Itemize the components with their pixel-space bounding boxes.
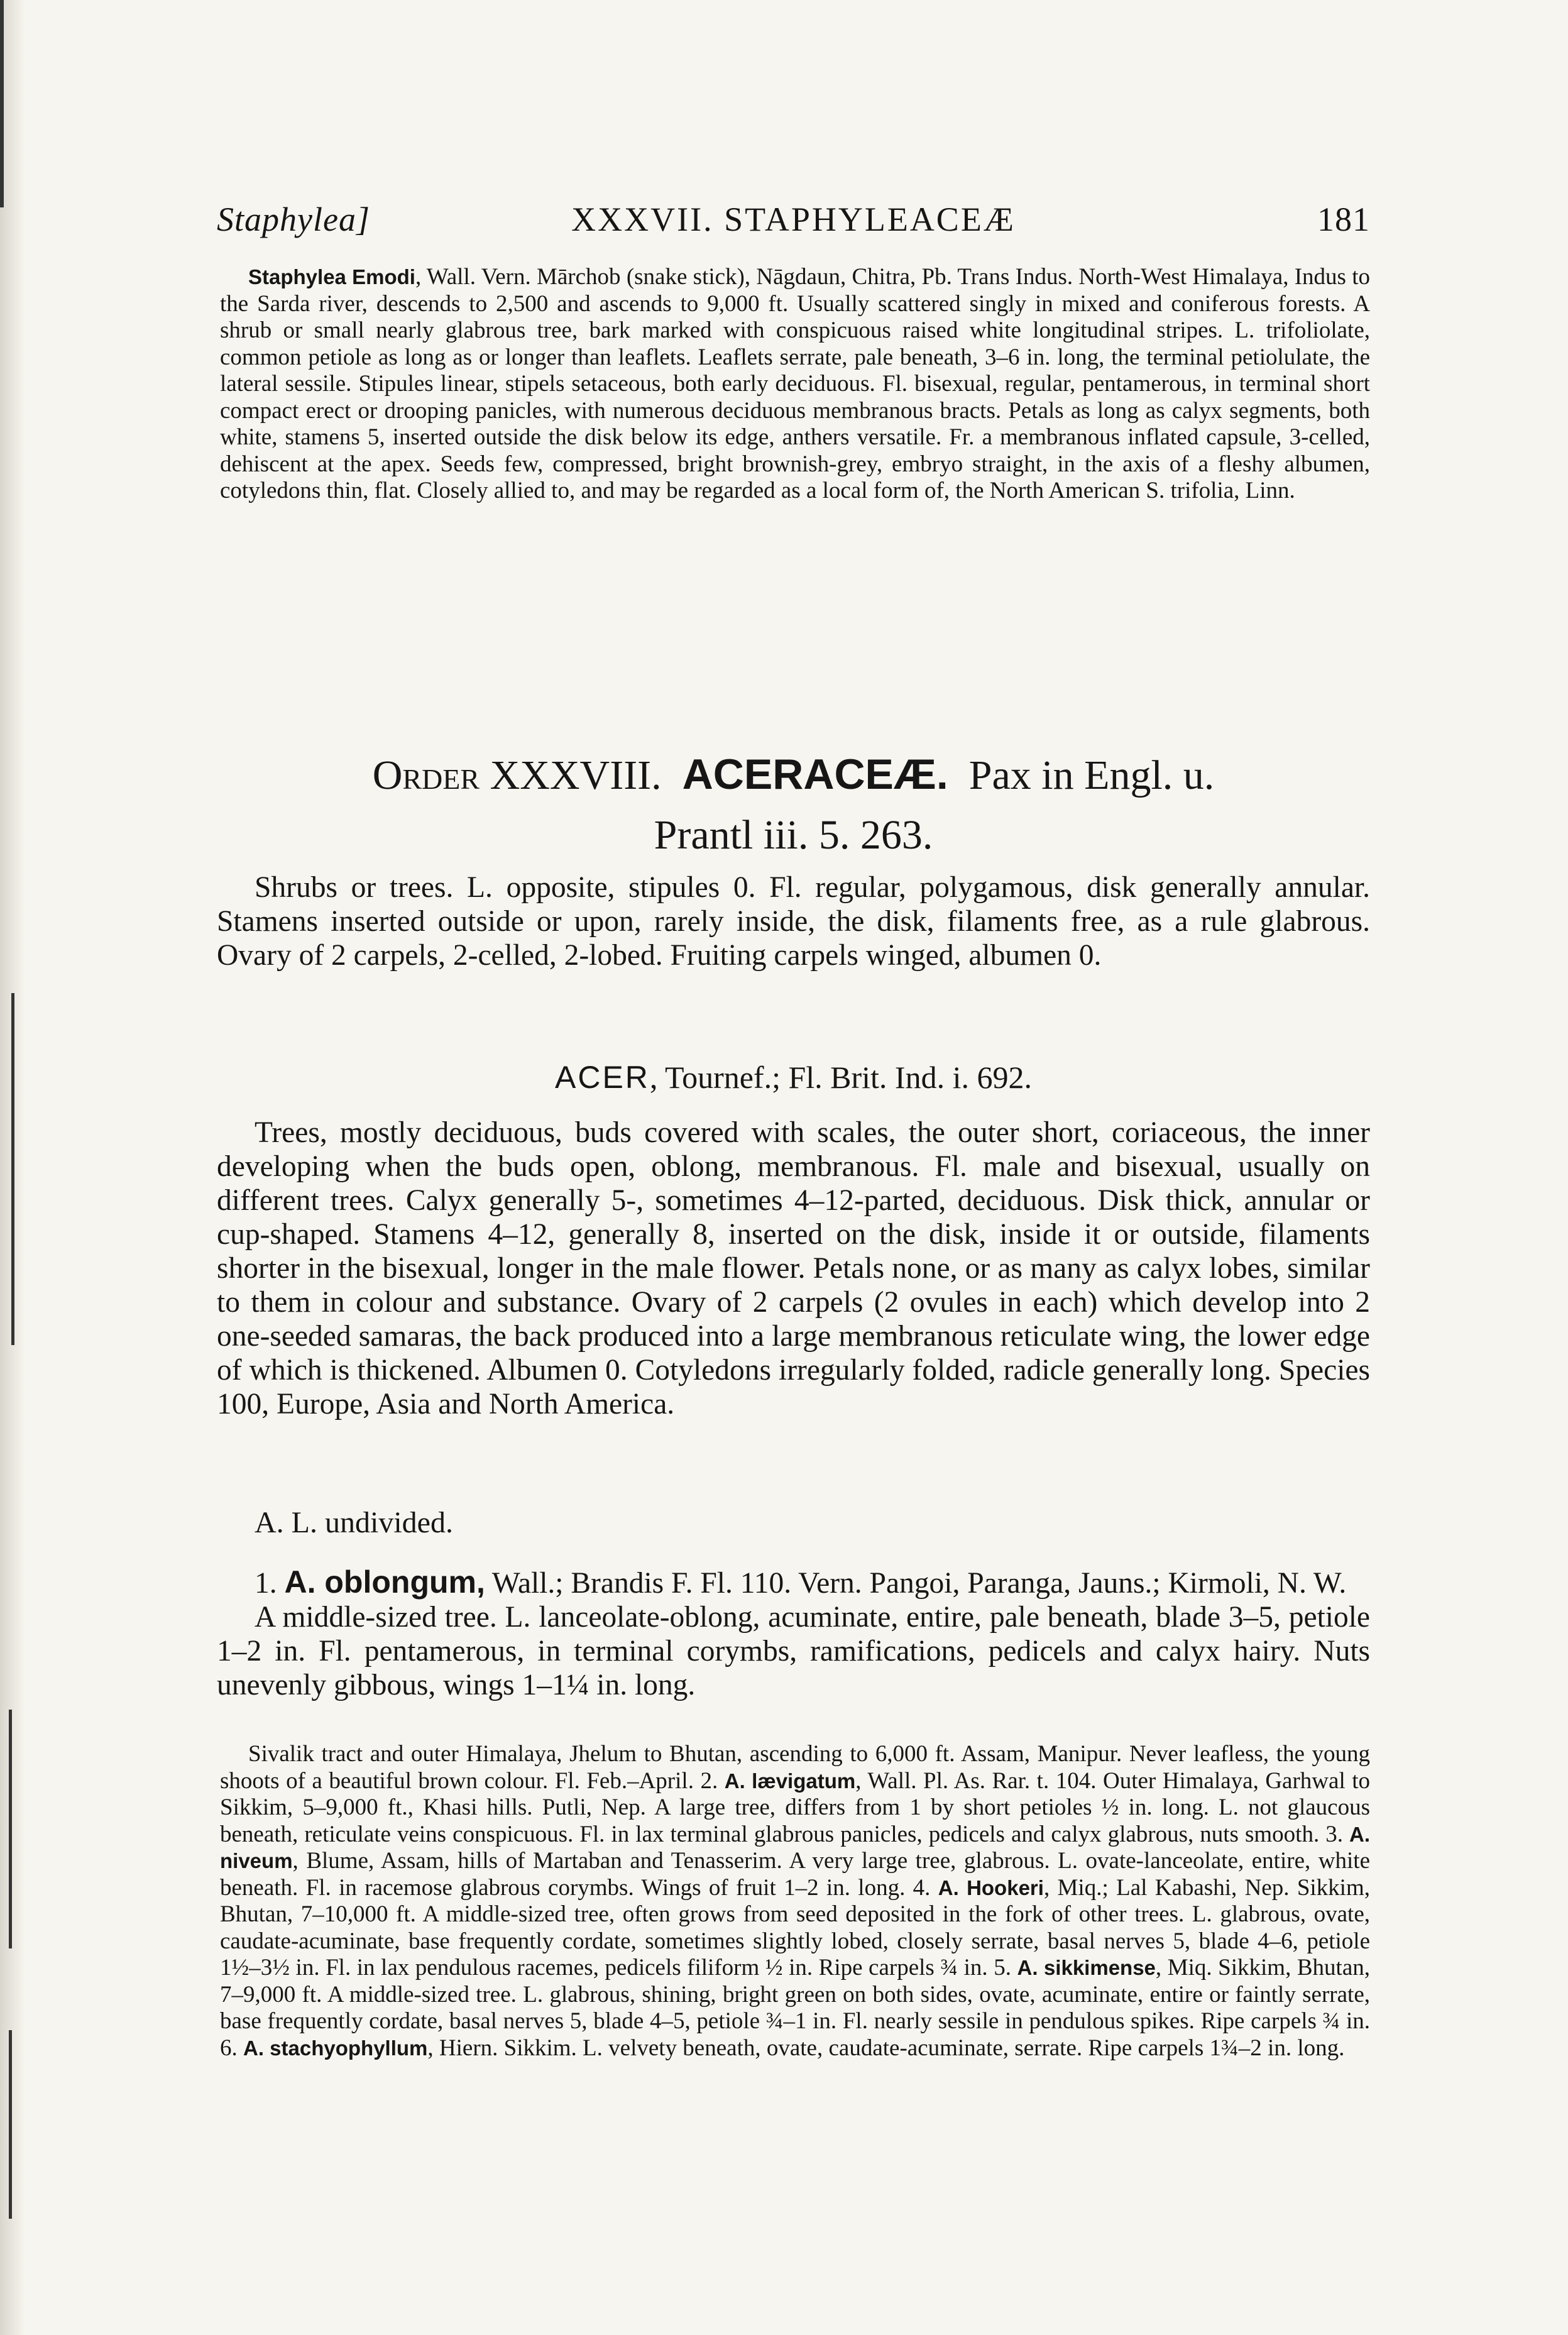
genus-heading [217, 1059, 1370, 1096]
genus-name: ACER [555, 1060, 650, 1095]
species-2-name: A. lævigatum [724, 1769, 856, 1793]
genus-reference: , Tournef.; Fl. Brit. Ind. i. 692. [649, 1060, 1032, 1095]
staphylea-name: Staphylea Emodi [248, 265, 415, 288]
running-header [217, 200, 1370, 244]
order-word: Order [372, 752, 480, 798]
order-name: ACERACEÆ. [682, 750, 948, 798]
notes-block [220, 1741, 1370, 2062]
page-number: 181 [1317, 201, 1370, 238]
species-6-name: A. stachyophyllum [243, 2036, 428, 2060]
order-description-block [217, 871, 1370, 972]
header-genus: Staphylea] [217, 201, 370, 238]
genus-description: Trees, mostly deciduous, buds covered with scales, the outer short, coriaceous, the inner developing when the buds open, oblong, membranous. Fl. male and bisexual, usually on different trees. Calyx generally 5-, sometimes 4–12-parted, deciduous. Disk thick, annular or cup-shaped. Stamens 4–12, generally 8, inserted on the disk, inside it or outside, filaments shorter in the bisexual, longer in the male flower. Petals none, or as many as calyx lobes, similar to them in colour and substance. Ovary of 2 carpels (2 ovules in each) which develop into 2 one-seeded samaras, the back produced into a large membranous reticulate wing, the lower edge of which is thickened. Albumen 0. Cotyledons irregularly folded, radicle generally long. Species 100, Europe, Asia and North America. [217, 1116, 1370, 1420]
scan-mark [9, 2030, 12, 2219]
species-4-name: A. Hookeri [938, 1876, 1044, 1899]
order-numeral: XXXVIII. [490, 752, 662, 798]
notes-part-5: , Miq. Sikkim, Bhutan, 7–9,000 ft. A middle-sized tree. L. glabrous, shining, bright green on both sides, ovate, acuminate, entire or faintly serrate, base frequently cordate, basal nerves 5, blade 4–5, petiole ¾–1 in. Fl. nearly sessile in pendulous spikes. Ripe carpels ¾ in. 6. [220, 1955, 1371, 2061]
species-5-name: A. sikkimense [1017, 1956, 1156, 1979]
order-authority-1: Pax in Engl. u. [968, 752, 1215, 798]
scan-mark [0, 0, 4, 207]
order-heading [217, 745, 1370, 865]
genus-description-block [217, 1116, 1370, 1421]
species-1-description: A middle-sized tree. L. lanceolate-oblong, acuminate, entire, pale beneath, blade 3–5, petiole 1–2 in. Fl. pentamerous, in terminal corymbs, ramifications, pedicels and calyx hairy. Nuts unevenly gibbous, wings 1–1¼ in. long. [217, 1601, 1370, 1701]
notes-part-6: , Hiern. Sikkim. L. velvety beneath, ovate, caudate-acuminate, serrate. Ripe carpels 1¾–2 in. long. [427, 2035, 1345, 2061]
species-1-name: A. oblongum, [284, 1564, 485, 1600]
species-1-citation: Wall.; Brandis F. Fl. 110. Vern. Pangoi, Paranga, Jauns.; Kirmoli, N. W. [491, 1567, 1347, 1600]
species-1-number: 1. [255, 1567, 277, 1600]
staphylea-text: , Wall. Vern. Mārchob (snake stick), Nāgdaun, Chitra, Pb. Trans Indus. North-West Himalaya, Indus to the Sarda river, descends to 2,500 and ascends to 9,000 ft. Usually scattered singly in mixed and coniferous forests. A shrub or small nearly glabrous tree, bark marked with conspicuous raised white longitudinal stripes. L. trifoliolate, common petiole as long as or longer than leaflets. Leaflets serrate, pale beneath, 3–6 in. long, the terminal petiolulate, the lateral sessile. Stipules linear, stipels setaceous, both early deciduous. Fl. bisexual, regular, pentamerous, in terminal short compact erect or drooping panicles, with numerous deciduous membranous bracts. Petals as long as calyx segments, both white, stamens 5, inserted outside the disk below its edge, anthers versatile. Fr. a membranous inflated capsule, 3-celled, dehiscent at the apex. Seeds few, compressed, bright brownish-grey, embryo straight, in the axis of a fleshy albumen, cotyledons thin, flat. Closely allied to, and may be regarded as a local form of, the North American S. trifolia, Linn. [220, 264, 1371, 503]
header-title: XXXVII. STAPHYLEACEÆ [571, 201, 1016, 238]
notes-part-3: , Blume, Assam, hills of Martaban and Tenasserim. A very large tree, glabrous. L. ovate-lanceolate, entire, white beneath. Fl. in racemose glabrous corymbs. Wings of fruit 1–2 in. long. 4. [220, 1848, 1370, 1901]
notes-part-1: Sivalik tract and outer Himalaya, Jhelum to Bhutan, ascending to 6,000 ft. Assam, Manipur. Never leafless, the young shoots of a beautiful brown colour. Fl. Feb.–April. 2. [220, 1741, 1370, 1794]
species-1-block [217, 1565, 1370, 1702]
scan-mark [9, 1710, 12, 1948]
notes-part-4: , Miq.; Lal Kabashi, Nep. Sikkim, Bhutan, 7–10,000 ft. A middle-sized tree, often grows from seed deposited in the fork of other trees. L. glabrous, ovate, caudate-acuminate, base frequently cordate, sometimes slightly lobed, closely serrate, basal nerves 5, blade 4–6, petiole 1½–3½ in. Fl. in lax pendulous racemes, pedicels filiform ½ in. Ripe carpels ¾ in. 5. [220, 1874, 1370, 1981]
order-description: Shrubs or trees. L. opposite, stipules 0. Fl. regular, polygamous, disk generally annular. Stamens inserted outside or upon, rarely inside, the disk, filaments free, as a rule glabrous. Ovary of 2 carpels, 2-celled, 2-lobed. Fruiting carpels winged, albumen 0. [217, 871, 1370, 972]
species-3-name: A. niveum [220, 1822, 1370, 1872]
staphylea-entry [220, 264, 1370, 505]
notes-part-2: , Wall. Pl. As. Rar. t. 104. Outer Himalaya, Garhwal to Sikkim, 5–9,000 ft., Khasi hills. Putli, Nep. A large tree, differs from 1 by short petioles ½ in. long. L. not glaucous beneath, reticulate veins conspicuous. Fl. in lax terminal glabrous panicles, pedicels and calyx glabrous, nuts smooth. 3. [220, 1767, 1371, 1847]
order-authority-2: Prantl iii. 5. 263. [654, 812, 933, 858]
scan-mark [11, 993, 14, 1345]
section-heading: A. L. undivided. [255, 1506, 453, 1539]
